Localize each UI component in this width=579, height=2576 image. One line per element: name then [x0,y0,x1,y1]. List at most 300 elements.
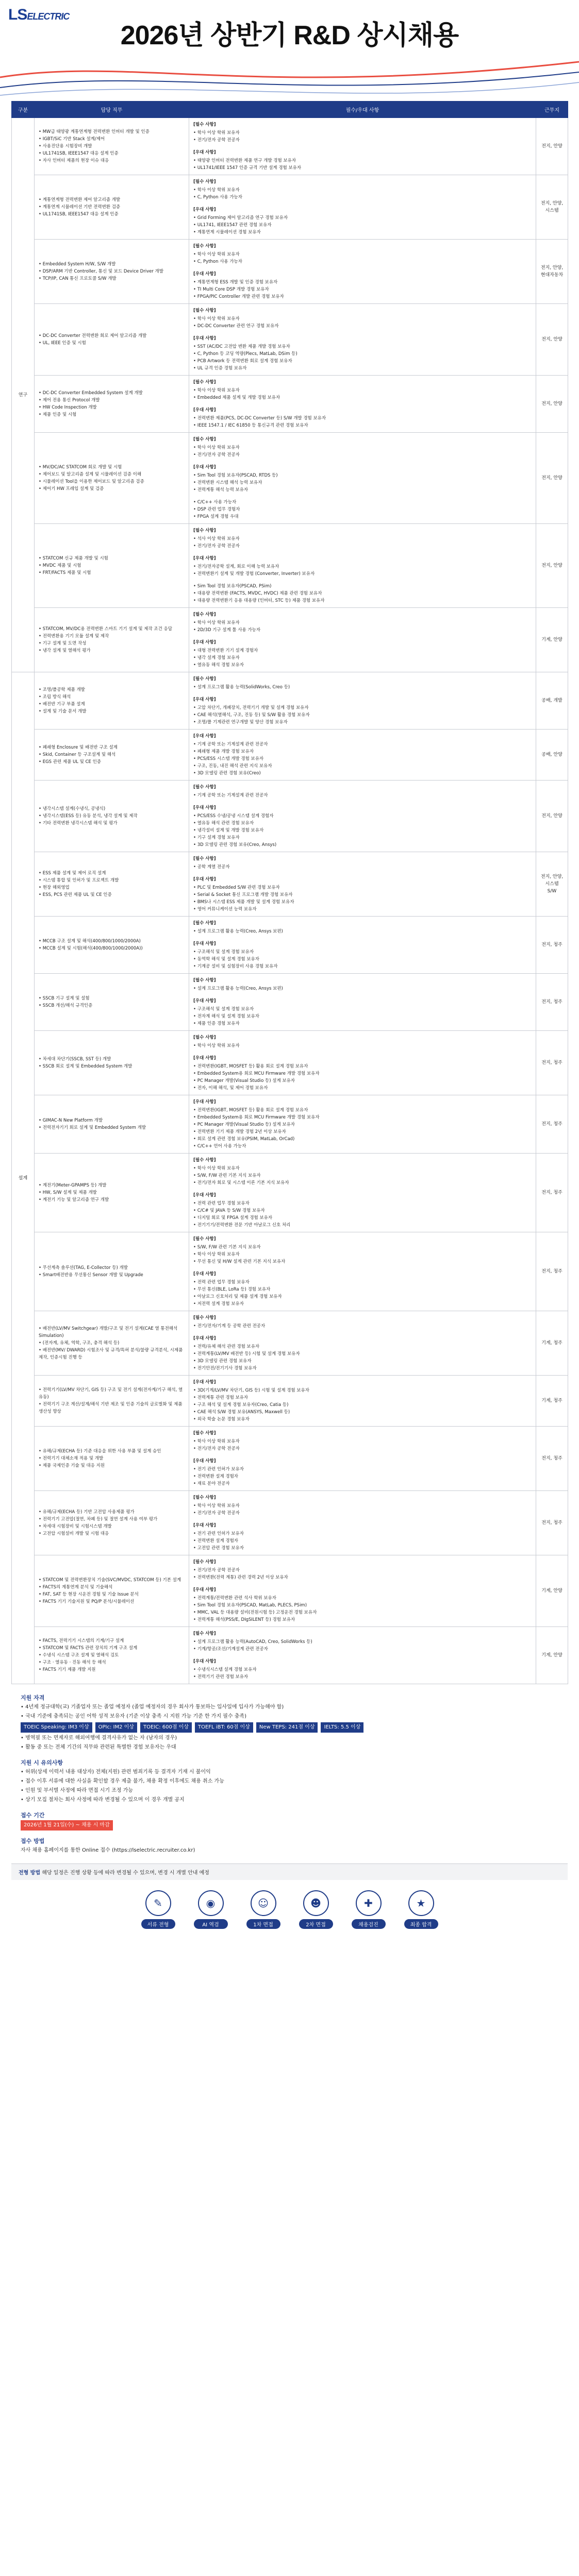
duty-line: • FAT, SAT 등 현장 시운전 경험 및 기술 Issue 분석 [39,1592,139,1597]
requirement-line: • 전력계통/전력변환 관련 석사 학위 보유자 [193,1596,276,1601]
requirement-line: • 계통연계형 ESS 개발 및 인증 경험 보유자 [193,280,278,285]
duty-cell [35,304,189,376]
language-badges [21,1721,558,1734]
requirement-line: • FPGA 설계 경험 우대 [193,514,239,519]
column-header: 근무지 [536,101,568,118]
location-cell: 전지, 안양 [536,304,568,376]
requirement-line: • 무선 통신 및 H/W 설계 관련 기본 지식 보유자 [193,1259,286,1264]
apply-title: 접수 방법 [21,1838,45,1844]
duty-cell [35,781,189,852]
requirement-line: • 전력변환 제품(PCS, DC-DC Converter 등) S/W 개발 경험 보유자 [193,416,326,421]
location-cell: 전지, 청주 [536,1095,568,1154]
duty-line: • STATCOM 신규 제품 개발 및 시험 [39,556,108,561]
requirement-cell [189,1031,536,1095]
requirement-line: • 기계 공학 또는 기계설계 관련 전공자 [193,793,268,798]
requirement-line: • 전기/전자 공학 전공자 [193,544,240,549]
requirement-block [193,977,532,992]
requirement-block [193,1034,532,1049]
process-line: • 허위(상세 이력서 내용 대상자) 전체(지원) 관련 범죄기록 등 결격자 기재 시 불이익 [21,1769,211,1775]
requirement-line: • 설계 프로그램 활용 능력(Creo, Ansys 보편) [193,929,283,934]
requirement-heading: [필수 사항] [193,1236,216,1242]
duty-line: • 제어보드 및 알고리즘 설계 및 시뮬레이션 검증 이해 [39,472,142,477]
requirement-block [193,1157,532,1187]
apply-value[interactable]: 자사 채용 홈페이지를 통한 Online 접수 (https://lselectric.recruiter.co.kr) [21,1848,195,1853]
duty-cell [35,524,189,608]
table-row [12,1232,568,1311]
process-step [141,1890,175,1929]
language-badge: IELTS: 5.5 이상 [321,1722,363,1733]
requirement-line: • 전기안전/전기기사 경험 보유자 [193,1366,257,1371]
requirement-block [193,1192,532,1229]
duty-line: • FACTS, 전력기기 시스템의 기계/기구 설계 [39,1638,124,1643]
requirement-cell [189,1627,536,1684]
requirement-line: • Embedded System용 회로 MCU Firmware 개발 경험 보유자 [193,1115,320,1120]
requirement-block [193,1098,532,1150]
requirement-heading: [우대 사항] [193,805,216,810]
requirement-line: • 재료 분야 전공자 [193,1481,230,1486]
requirement-line: • 구조해석 및 설계 경험 보유자 [193,950,254,955]
requirement-heading: [우대 사항] [193,734,216,739]
requirement-cell [189,433,536,524]
duty-line: • MVDC 제품 및 시험 [39,563,81,568]
duty-cell [35,917,189,974]
requirement-heading: [필수 사항] [193,1158,216,1163]
requirement-line: • 학사 이상 학위 보유자 [193,130,240,135]
duty-cell [35,1311,189,1376]
requirement-line: • PC Manager 개발(Visual Studio 등) 설계 보유자 [193,1122,295,1127]
process-step-label: 채용검진 [352,1919,386,1929]
duty-line: • 유해/규제(ECHA 등) 기반 고전압 사용제품 평가 [39,1510,135,1515]
requirement-line: • C/C++ 사용 가능자 [193,500,237,505]
requirement-line: • 기구 설계 경험 보유자 [193,835,240,840]
duty-line: • UL1741SB, IEEE1547 대응 설계 인증 [39,212,119,217]
requirement-block [193,1558,532,1581]
requirement-cell [189,1311,536,1376]
category-cell: 설계 [12,672,35,1684]
requirement-cell [189,1555,536,1627]
process-step-label: 2차 면접 [299,1919,333,1929]
requirement-line: • 전력변환(전력 계통) 관련 경력 2년 이상 보유자 [193,1575,288,1580]
requirement-line: • 전력 관련 업무 경험 보유자 [193,1280,250,1285]
requirement-cell [189,1095,536,1154]
requirement-line: • 구조 해석 및 설계 경험 보유자(Creo, Catia 등) [193,1402,289,1408]
requirement-line: • 학사 이상 학위 보유자 [193,252,240,257]
qualify-line: • 국내 기준에 충족되는 공인 어학 성적 보유자 (기준 이상 충족 시 지원 가능 기준 한 가지 필수 충족) [21,1714,246,1719]
requirement-block [193,270,532,300]
requirement-line: • UL1741/IEEE 1547 인증 규격 기반 설계 경험 보유자 [193,165,302,171]
requirement-block [193,1522,532,1552]
duty-line: • 전력전자기기 회로 설계 및 Embedded System 개발 [39,1125,146,1130]
language-badge: TOEFL iBT: 60점 이상 [195,1722,253,1733]
requirement-line: • 전력변환 기기 제품 개발 경험 2년 이상 보유자 [193,1129,286,1134]
requirement-line: • 동역학 해석 및 설계 경험 보유자 [193,957,259,962]
requirement-block [193,696,532,726]
qualify-line: • 병역필 또는 면제자로 해외여행에 결격사유가 없는 자 (남자의 경우) [21,1735,177,1741]
requirement-block [193,307,532,330]
requirement-line: • 계통연계 시뮬레이션 경험 보유자 [193,230,261,235]
duty-line: • 기구 설계 및 도면 작성 [39,641,87,646]
location-cell: 전지, 청주 [536,1232,568,1311]
requirement-block [193,784,532,799]
duty-line: • 수냉식 시스템 구조 설계 및 열해석 검토 [39,1653,119,1658]
requirement-line: • 냉각설비 설계 및 개발 경험 보유자 [193,828,264,833]
requirement-line: • 3D 모델링 관련 경험 보유자 [193,1359,252,1364]
requirement-cell [189,175,536,240]
header-decoration [0,46,579,101]
duty-line: • Skid, Container 등 구조설계 및 해석 [39,752,116,757]
location-cell: 전지, 안양 [536,433,568,524]
duty-line: • 배전반(LV/MV Switchgear) 개발/구조 및 전기 설계(CAE 열 통전해석 Simulation) [39,1326,178,1338]
requirement-heading: [우대 사항] [193,1056,216,1061]
table-row [12,852,568,917]
duty-line: • 배전반(MV/ DWARD) 시험조사 및 규격/특허 분석/불량 규격분석, 시제품 제작, 인증시험 진행 등 [39,1348,183,1360]
requirement-heading: [우대 사항] [193,272,216,277]
process-line: • 상기 모집 절차는 회사 사정에 따라 변경될 수 있으며 이 경우 개별 공지 [21,1797,185,1803]
category-cell: 연구 [12,118,35,672]
process-list [21,1768,558,1805]
requirement-heading: [우대 사항] [193,1099,216,1105]
duty-line: • 차세대 시험장비 및 시험시스템 개발 [39,1524,112,1529]
requirement-line: • 대형 전력변환 기기 설계 경험자 [193,648,258,653]
qualify-title: 지원 자격 [21,1694,45,1701]
duty-cell [35,175,189,240]
table-row [12,917,568,974]
duty-line: • 냉각 설계 및 열해석 평가 [39,648,91,653]
location-cell: 전지, 청주 [536,1154,568,1232]
requirement-heading: [우대 사항] [193,877,216,882]
requirement-line: • 3D 모델링 관련 경험 보유(Creo) [193,771,261,776]
requirement-heading: [필수 사항] [193,179,216,184]
requirement-cell [189,672,536,730]
requirement-block [193,206,532,236]
requirement-line: • BMS나 시스템 ESS 제품 개발 및 설계 경험 보유자 [193,900,294,905]
document-icon: ✎ [145,1890,171,1916]
requirement-line: • 전력변환기 설계 및 개발 경험 (Converter, Inverter) 보유자 [193,571,315,577]
requirement-line: • CAE 해석 S/W 경험 보유(ANSYS, Maxwell 등) [193,1410,290,1415]
requirement-line: • 학사 이상 학위 보유자 [193,620,240,625]
duty-cell [35,1627,189,1684]
requirement-block [193,940,532,970]
requirement-cell [189,118,536,175]
duty-line: • SSCB 개선/해석 규격인증 [39,1003,93,1008]
requirement-heading: [우대 사항] [193,336,216,341]
duty-cell [35,1555,189,1627]
requirement-line: • 학사 이상 학위 보유자 [193,388,240,393]
duty-line: • 계통연계 시뮬레이션 기반 전력변환 검증 [39,205,121,210]
duty-line: • 기타 전력변환 냉각시스템 해석 및 평가 [39,821,118,826]
duty-line: • STATCOM 및 전력변환장치 기술(SVC/MVDC, STATCOM 등) 기본 설계 [39,1578,181,1583]
requirement-line: • 대용량 전력변환 (FACTS, MVDC, HVDC) 제품 관련 경험 보유자 [193,591,322,596]
qualify-line: • 활동 중 또는 전체 기간의 직무와 관련된 특별한 경험 보유자는 우대 [21,1744,176,1750]
requirement-line: • 전력변환(IGBT, MOSFET 등) 활용 회로 설계 경험 보유자 [193,1108,308,1113]
requirement-block [193,675,532,691]
requirement-line: • C/C++ 언어 사용 가능자 [193,1144,246,1149]
duty-line: • HW Code Inspection 개발 [39,405,97,410]
table-row [12,1627,568,1684]
location-cell: 전지, 안양, 현대자동차 [536,240,568,304]
location-cell: 전지, 청주 [536,1427,568,1491]
requirement-line: • 전력계통 해석(PSS/E, DIgSILENT 등) 경험 보유자 [193,1617,295,1622]
duty-line: • 구조 · 열유동 · 진동 해석 등 해석 [39,1660,106,1665]
requirement-line: • 전기 관련 인허가 보유자 [193,1467,244,1472]
duty-line: • 제품 국제인증 기술 및 대응 지원 [39,1463,105,1468]
requirement-line: • UL 규격 인증 경험 보유자 [193,366,247,371]
requirement-cell [189,1427,536,1491]
requirement-line: • 학사 이상 학위 보유자 [193,1043,240,1048]
requirement-line: • 고압 차단기, 개폐장치, 전력기기 개발 및 설계 경험 보유자 [193,705,309,710]
requirement-line: • C, Python 등 코딩 역량(Plecs, MatLab, DSim 등) [193,351,297,357]
duty-line: • 제품 인증 및 시험 [39,412,77,417]
duty-line: • MW급 태양광 계통연계형 전력변환 인버터 개발 및 인증 [39,129,150,134]
requirement-line: • PC Manager 개발(Visual Studio 등) 설계 보유자 [193,1078,295,1083]
process-line: • 접수 이후 서류에 대한 사실을 확인할 경우 제출 불가, 채용 확정 이후에도 채용 취소 가능 [21,1778,224,1784]
requirement-heading: [우대 사항] [193,408,216,413]
location-cell: 공배, 개발 [536,672,568,730]
table-row [12,376,568,433]
duty-line: • FACTS 기기 기술지원 및 PQ/P 분석/시뮬레이션 [39,1599,135,1604]
requirement-heading: [필수 사항] [193,1315,216,1320]
location-cell: 전지, 안양 [536,118,568,175]
requirement-block [193,920,532,935]
requirement-block [193,121,532,144]
duty-cell [35,1154,189,1232]
requirement-line: • Sim Tool 경험 보유자(PSCAD, RTDS 등) [193,473,278,478]
requirement-block [193,583,532,604]
process-step [404,1890,438,1929]
duty-line: • 폐쇄형 Enclosure 및 배전반 구조 설계 [39,745,118,750]
requirement-block [193,379,532,401]
duty-cell [35,1232,189,1311]
duty-line: • 설계 및 기술 문서 개발 [39,709,87,714]
location-cell: 공배, 안양 [536,730,568,781]
duty-cell [35,852,189,917]
requirement-block [193,1494,532,1517]
location-cell: 전지, 안양 [536,781,568,852]
requirement-line: • 기계공 설비 및 실험장비 사용 경험 보유자 [193,964,278,969]
table-row [12,1031,568,1095]
requirement-cell [189,524,536,608]
duty-line: • STATCOM 및 FACTS 관련 장치의 기계 구조 설계 [39,1646,138,1651]
duty-line: • 냉각시스템(ESS 등) 유동 분석, 냉각 설계 및 제작 [39,814,138,819]
requirement-line: • 폐쇄형 제품 개발 경험 보유자 [193,749,254,754]
duty-cell [35,1491,189,1555]
duty-line: • UL, IEEE 인증 및 시험 [39,341,86,346]
requirement-heading: [필수 사항] [193,921,216,926]
duty-cell [35,608,189,672]
duty-line: • SSCB 회로 설계 및 Embedded System 개발 [39,1064,133,1069]
requirement-line: • 고전압 관련 경험 보유자 [193,1546,244,1551]
table-header [12,101,568,118]
requirement-heading: [필수 사항] [193,1035,216,1040]
requirement-block [193,855,532,871]
requirement-block [193,1379,532,1423]
requirement-block [193,1586,532,1623]
interview2-icon: ☻ [303,1890,329,1916]
requirement-line: • 전력계통(LV/MV 배전반 등) 시험 및 설계 경험 보유자 [193,1351,300,1357]
duty-line: • 계전기 기능 및 알고리즘 연구 개발 [39,1197,109,1202]
duty-cell [35,1095,189,1154]
requirement-block [193,499,532,520]
duty-line: • FACTS의 계통연계 분석 및 기술해석 [39,1585,113,1590]
requirement-line: • PCS/ESS 수냉/공냉 시스템 설계 경험자 [193,814,274,819]
table-row [12,433,568,524]
requirement-block [193,1458,532,1487]
requirement-block [193,611,532,634]
duty-line: • MCCB 설계 및 시험(해석(400/800/1000/2000A)) [39,946,143,951]
table-row [12,1154,568,1232]
duty-line: • 전력기기 구조 계산/설계/해석 기반 제조 및 인증 기술의 글로벌화 및 제품 생산성 향상 [39,1402,183,1414]
requirement-block [193,243,532,265]
page-title: 2026년 상반기 R&D 상시채용 [120,21,459,50]
requirement-line: • 수냉식시스템 설계 경험 보유자 [193,1667,257,1672]
requirement-line: • 전기기기/전력변환 전문 기반 아날로그 신호 처리 [193,1223,291,1228]
requirement-line: • PCS/ESS 시스템 개발 경험 보유자 [193,756,264,761]
requirement-heading: [필수 사항] [193,856,216,861]
requirement-block [193,555,532,578]
requirement-heading: [필수 사항] [193,1431,216,1436]
requirement-heading: [우대 사항] [193,1523,216,1528]
trophy-icon: ★ [408,1890,434,1916]
process-title: 지원 시 유의사항 [21,1759,63,1766]
requirement-line: • 대용량 전력변환기 응용 대용량 (인버터, STC 등) 제품 경험 보유자 [193,598,325,603]
requirement-line: • 외국 학술 논문 경험 보유자 [193,1417,250,1422]
requirement-line: • IEEE 1547.1 / IEC 61850 등 통신규격 관련 경험 보유자 [193,423,308,428]
duty-cell [35,974,189,1031]
interview-icon: ☺ [251,1890,276,1916]
duty-line: • 냉각시스템 설계(수냉식, 공냉식) [39,806,106,811]
requirement-line: • 무선 통신(BLE, LoRa 등) 경험 보유자 [193,1287,271,1292]
requirement-block [193,997,532,1027]
location-cell: 전지, 안양, 시스템 [536,175,568,240]
duty-line: • 무선계측 솔루션(TAG, E-Collector 등) 개발 [39,1265,128,1270]
column-header: 담당 직무 [35,101,189,118]
requirement-line: • PCB Artwork 등 전력변환 회로 설계 경험 보유자 [193,359,292,364]
process-step [246,1890,280,1929]
requirement-line: • 냉각 설계 경험 보유자 [193,655,240,660]
location-cell: 기계, 안양 [536,608,568,672]
requirement-heading: [우대 사항] [193,1659,216,1664]
requirement-heading: [필수 사항] [193,978,216,983]
requirement-line: • 학사 이상 학위 보유자 [193,1439,240,1444]
duty-line: • 조립 방식 해석 [39,694,71,700]
requirement-line: • PLC 및 Embedded S/W 관련 경험 보유자 [193,885,280,890]
requirement-block [193,406,532,429]
duty-line: • 시뮬레이션 Tool을 이용한 제어보드 및 알고리즘 검증 [39,479,144,484]
table-row [12,608,568,672]
location-cell: 전지, 청주 [536,1491,568,1555]
period-value: 2026년 1월 21일(수) ~ 채용 시 마감 [21,1820,113,1831]
requirement-line: • 열유동 해석 경험 보유자 [193,663,244,668]
table-row [12,1555,568,1627]
requirement-line: • DSP 관련 업무 경험자 [193,507,240,512]
requirement-line: • Sim Tool 경험 보유자(PSCAD, MatLab, PLECS, PSim) [193,1603,307,1608]
requirement-heading: [우대 사항] [193,1193,216,1198]
requirement-heading: [필수 사항] [193,676,216,682]
location-cell: 기계, 청주 [536,1311,568,1376]
location-cell: 전지, 안양 [536,524,568,608]
duty-line: • 전력변환용 기기 모듈 설계 및 제작 [39,634,109,639]
requirement-heading: [우대 사항] [193,1272,216,1277]
requirement-heading: [필수 사항] [193,528,216,533]
requirement-line: • 학사 이상 학위 보유자 [193,445,240,450]
language-badge: New TEPS: 241점 이상 [256,1722,318,1733]
process-bar-label: 전형 방법 [19,1870,41,1876]
requirement-line: • S/W, F/W 관련 기본 지식 보유자 [193,1173,261,1178]
requirement-line: • 학사 이상 학위 보유자 [193,1503,240,1509]
duty-line: • DC-DC Converter 전력변환 회로 제어 알고리즘 개발 [39,333,147,338]
requirement-block [193,1658,532,1681]
requirement-line: • 구조해석 및 설계 경험 보유자 [193,1007,254,1012]
requirement-line: • 제품 인증 경험 보유자 [193,1021,240,1026]
requirement-line: • 전기/전자 공학 전공자 [193,1511,240,1516]
location-cell: 기계, 청주 [536,1376,568,1427]
language-badge: TOEIC: 600점 이상 [140,1722,192,1733]
requirement-heading: [필수 사항] [193,122,216,127]
requirement-line: • UL1741, IEEE1547 관련 경험 보유자 [193,223,272,228]
requirement-block [193,1335,532,1372]
process-step-label: 1차 면접 [246,1919,280,1929]
language-badge: OPIc: IM2 이상 [95,1722,137,1733]
requirement-heading: [필수 사항] [193,1495,216,1500]
requirement-heading: [우대 사항] [193,1587,216,1592]
requirement-line: • 설계 프로그램 활용 능력(SolidWorks, Creo 등) [193,685,290,690]
requirement-line: • 설계 프로그램 활용 능력(Creo, Ansys 보편) [193,986,283,991]
requirement-heading: [필수 사항] [193,308,216,313]
requirement-line: • MMC, VAL 등 대용량 설비(전원시험 등) 고정운전 경험 보유자 [193,1610,317,1615]
duty-line: • MCCB 구조 설계 및 해석(400/800/1000/2000A) [39,939,141,944]
requirement-block [193,1430,532,1452]
requirement-line: • 전력 관련 업무 경험 보유자 [193,1201,250,1206]
requirement-block [193,527,532,550]
health-icon: ✚ [356,1890,382,1916]
requirement-line: • C, Python 사용 가능자 [193,259,242,264]
requirement-line: • 전기/전자공학 설계, 회로 이해 능력 보유자 [193,564,279,569]
requirement-heading: [필수 사항] [193,437,216,442]
duty-cell [35,672,189,730]
requirement-line: • 3D 모델링 관련 경험 보유(Creo, Ansys) [193,842,277,848]
duty-line: • GIMAC-N New Platform 개발 [39,1118,103,1123]
requirement-cell [189,304,536,376]
requirement-line: • 공학 계열 전공자 [193,865,230,870]
table-row [12,1376,568,1427]
table-row [12,240,568,304]
requirement-line: • 전기 관련 인허가 보유자 [193,1531,244,1536]
requirement-line: • 태양광 인버터 전력변환 제품 연구 개발 경험 보유자 [193,158,296,163]
requirement-block [193,876,532,913]
table-row [12,1427,568,1491]
duty-cell [35,1031,189,1095]
requirement-line: • 구조, 진동, 내진 해석 관련 지식 보유자 [193,764,272,769]
location-cell: 기계, 안양 [536,1627,568,1684]
requirement-line: • TI Multi Core DSP 개발 경험 보유자 [193,287,269,292]
duty-line: • 유해/규제(ECHA 등) 기준 대응을 위한 사용 부품 및 설계 승인 [39,1449,161,1454]
requirement-heading: [우대 사항] [193,697,216,702]
requirement-line: • 전력변환 설계 경험자 [193,1474,239,1479]
requirement-line: • 전기/전자 공학 전공자 [193,452,240,457]
duty-line: • 전력기기 고전압(절연, 차폐 등) 및 절연 설계 사용 여부 평가 [39,1517,158,1522]
table-row [12,1095,568,1154]
duty-line: • 배전반 기구 부품 설계 [39,702,85,707]
requirement-line: • 석사 이상 학위 보유자 [193,536,240,541]
info-section [0,1684,579,1855]
column-header: 필수/우대 사항 [189,101,536,118]
duty-line: • ESS, PCS 관련 제품 UL 및 CE 인증 [39,892,112,897]
duty-line: • (전자계, 유체, 역학, 구조, 충격 해석 등) [39,1341,120,1346]
requirement-line: • 전력계통 해석 능력 보유자 [193,487,249,493]
process-step [194,1890,228,1929]
requirement-cell [189,1376,536,1427]
table-row [12,730,568,781]
